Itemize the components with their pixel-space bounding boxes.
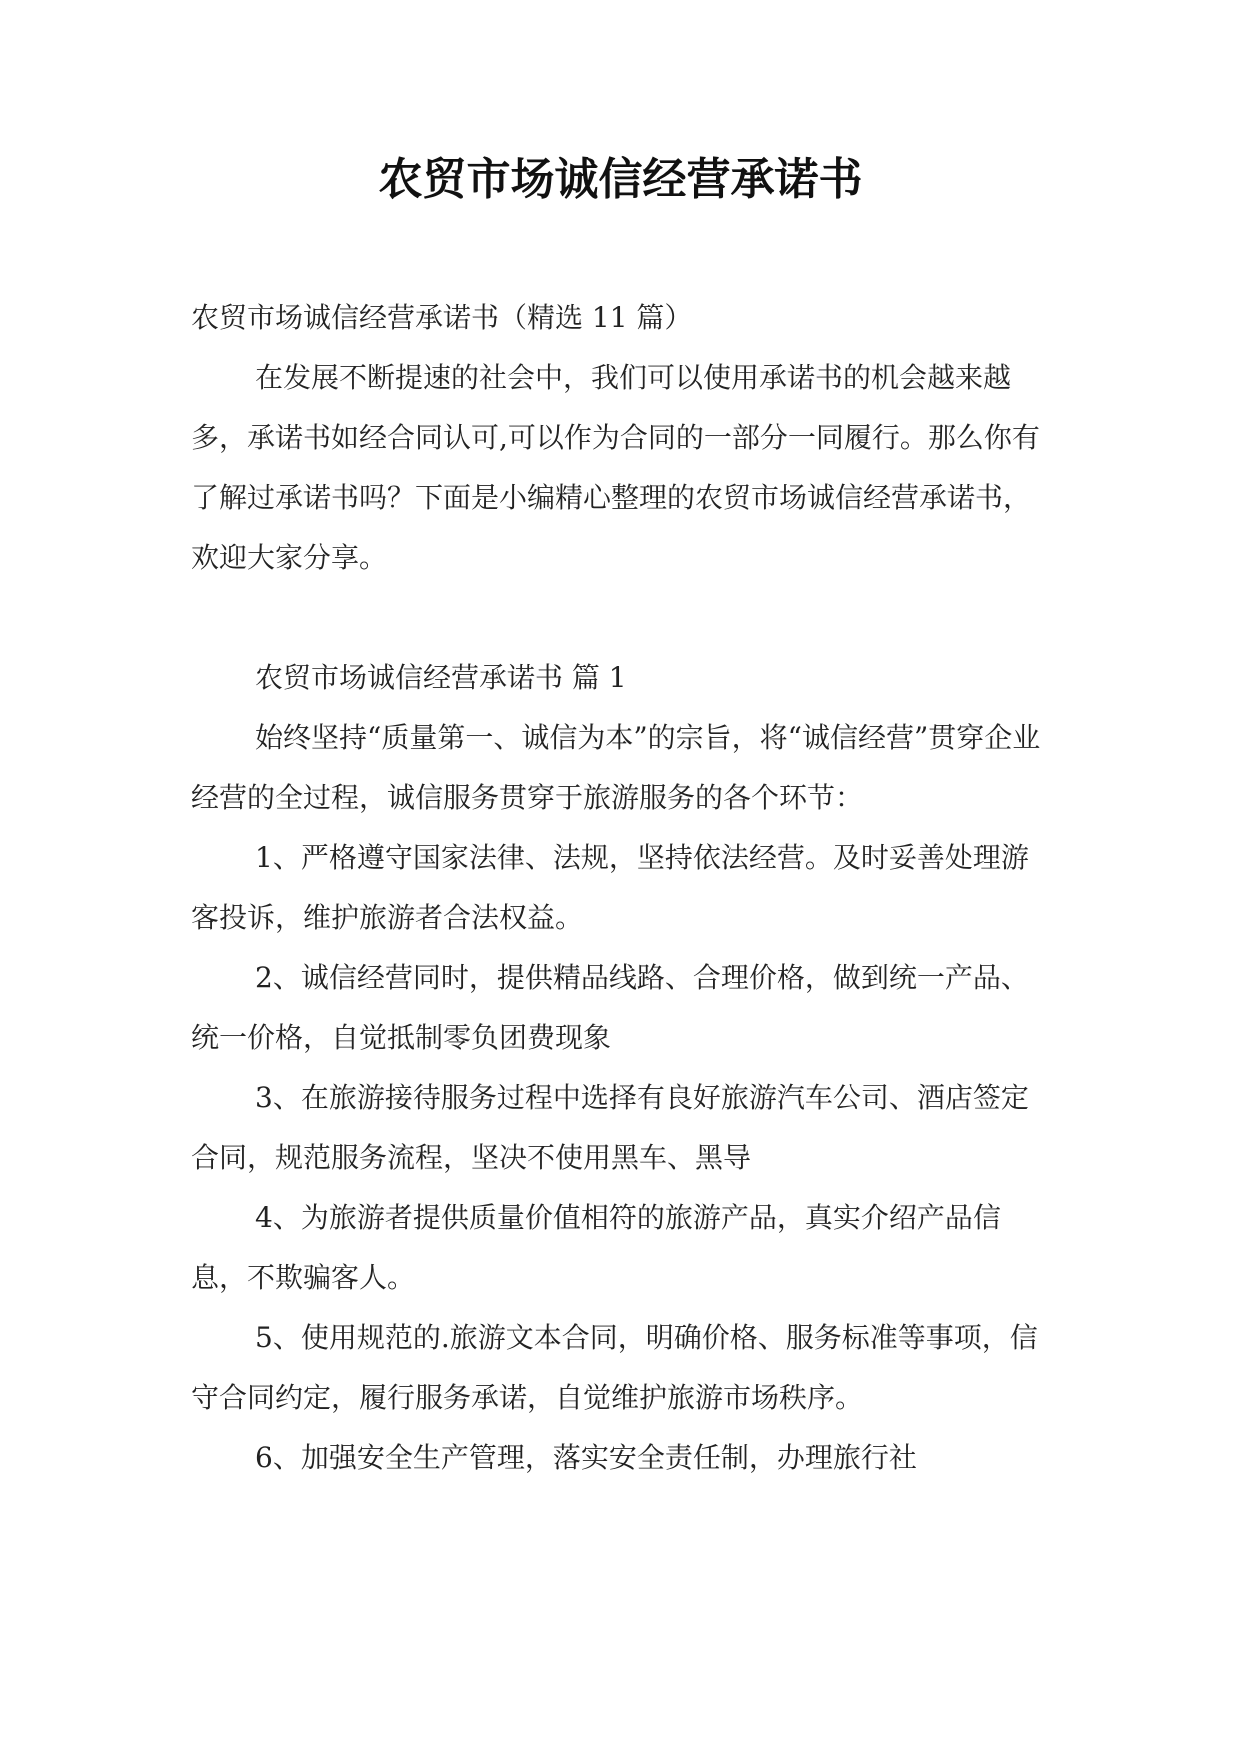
document-title: 农贸市场诚信经营承诺书 (378, 154, 863, 205)
section-heading: 农贸市场诚信经营承诺书 篇 1 (255, 661, 627, 694)
list-item: 4、为旅游者提供质量价值相符的旅游产品，真实介绍产品信息，不欺骗客人。 (191, 1201, 1001, 1294)
list-item: 5、使用规范的.旅游文本合同，明确价格、服务标准等事项，信守合同约定，履行服务承诺，自觉维护旅游市场秩序。 (191, 1321, 1038, 1414)
document-subtitle: 农贸市场诚信经营承诺书（精选 11 篇） (191, 301, 693, 334)
list-item: 1、严格遵守国家法律、法规，坚持依法经营。及时妥善处理游客投诉，维护旅游者合法权益。 (191, 841, 1029, 934)
document-body (191, 288, 1051, 1488)
list-item: 3、在旅游接待服务过程中选择有良好旅游汽车公司、酒店签定合同，规范服务流程，坚决不使用黑车、黑导 (191, 1081, 1029, 1174)
section-intro-paragraph: 始终坚持“质量第一、诚信为本”的宗旨，将“诚信经营”贯穿企业经营的全过程，诚信服务贯穿于旅游服务的各个环节： (191, 721, 1041, 814)
list-item: 6、加强安全生产管理，落实安全责任制，办理旅行社 (255, 1441, 917, 1474)
paragraph-spacer (191, 588, 1051, 648)
list-item: 2、诚信经营同时，提供精品线路、合理价格，做到统一产品、统一价格，自觉抵制零负团费现象 (191, 961, 1029, 1054)
intro-paragraph: 在发展不断提速的社会中，我们可以使用承诺书的机会越来越多，承诺书如经合同认可,可以作为合同的一部分一同履行。那么你有了解过承诺书吗？下面是小编精心整理的农贸市场诚信经营承诺书，欢迎大家分享。 (191, 361, 1040, 574)
